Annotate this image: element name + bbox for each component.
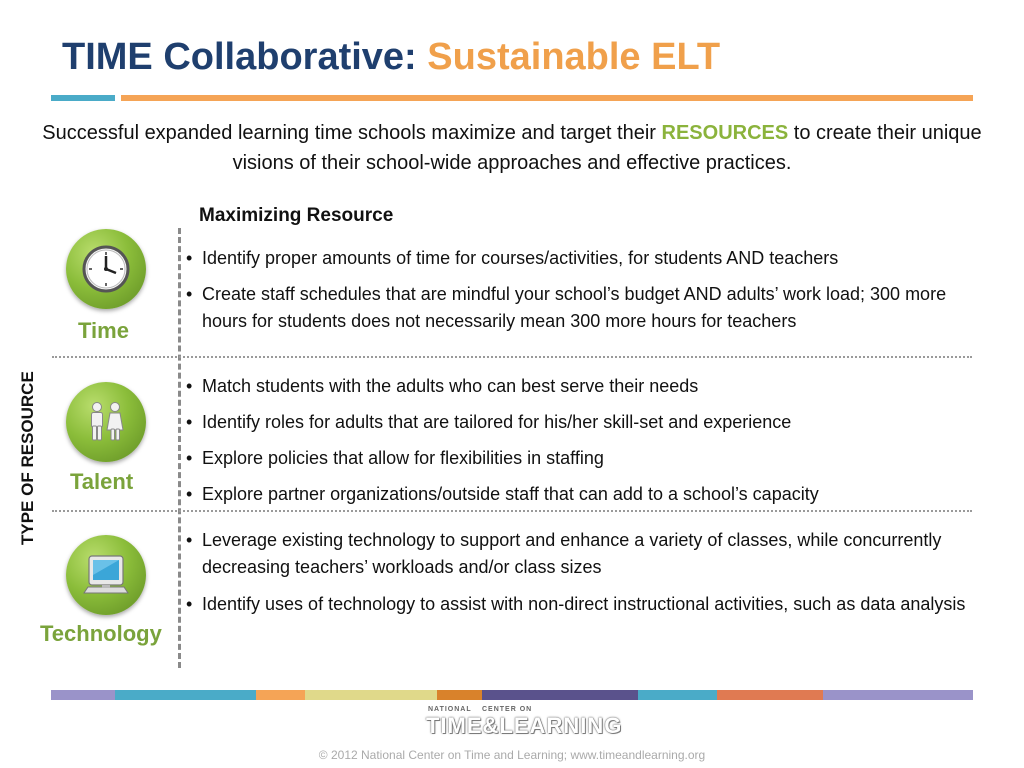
clock-icon — [66, 229, 146, 309]
color-bar-segment — [823, 690, 973, 700]
color-bar-segment — [305, 690, 437, 700]
bullet-dot: • — [186, 530, 193, 550]
copyright-text: © 2012 National Center on Time and Learning; www.timeandlearning.org — [318, 748, 706, 762]
bullet-dot: • — [186, 284, 193, 304]
category-label-talent: Talent — [70, 469, 134, 494]
type-of-resource-label: TYPE OF RESOURCE — [18, 371, 37, 545]
title-rule-blue — [51, 95, 115, 101]
color-bar-segment — [437, 690, 482, 700]
bullet-dot: • — [186, 376, 193, 396]
logo-center-on: CENTER ON — [482, 706, 533, 713]
bullet-text: Match students with the adults who can best serve their needs — [202, 376, 699, 396]
bullet-text: Identify proper amounts of time for courses/activities, for students AND teachers — [202, 248, 839, 268]
ncotl-logo — [422, 706, 623, 742]
logo-national: NATIONAL — [428, 706, 472, 713]
intro-highlight: RESOURCES — [661, 122, 789, 144]
bullet-text: Explore partner organizations/outside staff that can add to a school’s capacity — [202, 484, 819, 504]
list-item — [186, 445, 986, 472]
color-bar-segment — [638, 690, 717, 700]
title-rule-orange — [121, 95, 973, 101]
bullet-dot: • — [186, 448, 193, 468]
intro-text — [20, 118, 1004, 178]
slide-title-accent: Sustainable ELT — [427, 36, 721, 78]
list-item — [186, 591, 976, 618]
list-item — [186, 245, 986, 272]
color-bar-segment — [482, 690, 638, 700]
color-bar-segment — [51, 690, 115, 700]
list-item — [186, 281, 986, 335]
color-bar-segment — [115, 690, 256, 700]
row-divider-2 — [52, 510, 972, 512]
slide-title-main: TIME Collaborative: — [62, 36, 417, 78]
list-item — [186, 481, 986, 508]
bullet-text: Identify uses of technology to assist with non-direct instructional activities, such as data analysis — [202, 594, 966, 614]
color-bar-segment — [717, 690, 823, 700]
column-heading: Maximizing Resource — [199, 205, 394, 226]
intro-after: to create their unique visions of their school-wide approaches and effective practices. — [232, 122, 982, 174]
category-label-technology: Technology — [40, 621, 162, 646]
bullet-text: Leverage existing technology to support and enhance a variety of classes, while concurrently decreasing teachers’ workloads and/or class sizes — [202, 530, 942, 577]
bullet-dot: • — [186, 484, 193, 504]
bullet-dot: • — [186, 248, 193, 268]
bullet-dot: • — [186, 412, 193, 432]
list-item — [186, 409, 986, 436]
bullet-dot: • — [186, 594, 193, 614]
intro-before: Successful expanded learning time schools maximize and target their — [42, 122, 662, 144]
bullet-text: Create staff schedules that are mindful your school’s budget AND adults’ work load; 300 more hours for students does not necessarily mean 300 more hours for teachers — [202, 284, 947, 331]
people-icon — [66, 382, 146, 462]
computer-icon — [66, 535, 146, 615]
vertical-divider — [178, 228, 181, 668]
row-divider-1 — [52, 356, 972, 358]
list-item — [186, 373, 986, 400]
list-item — [186, 527, 976, 581]
category-label-time: Time — [78, 318, 129, 343]
logo-wordmark: TIME&LEARNING — [426, 713, 623, 738]
color-bar-segment — [256, 690, 305, 700]
bullet-text: Identify roles for adults that are tailored for his/her skill-set and experience — [202, 412, 792, 432]
slide-title — [62, 36, 720, 79]
bullet-text: Explore policies that allow for flexibilities in staffing — [202, 448, 604, 468]
